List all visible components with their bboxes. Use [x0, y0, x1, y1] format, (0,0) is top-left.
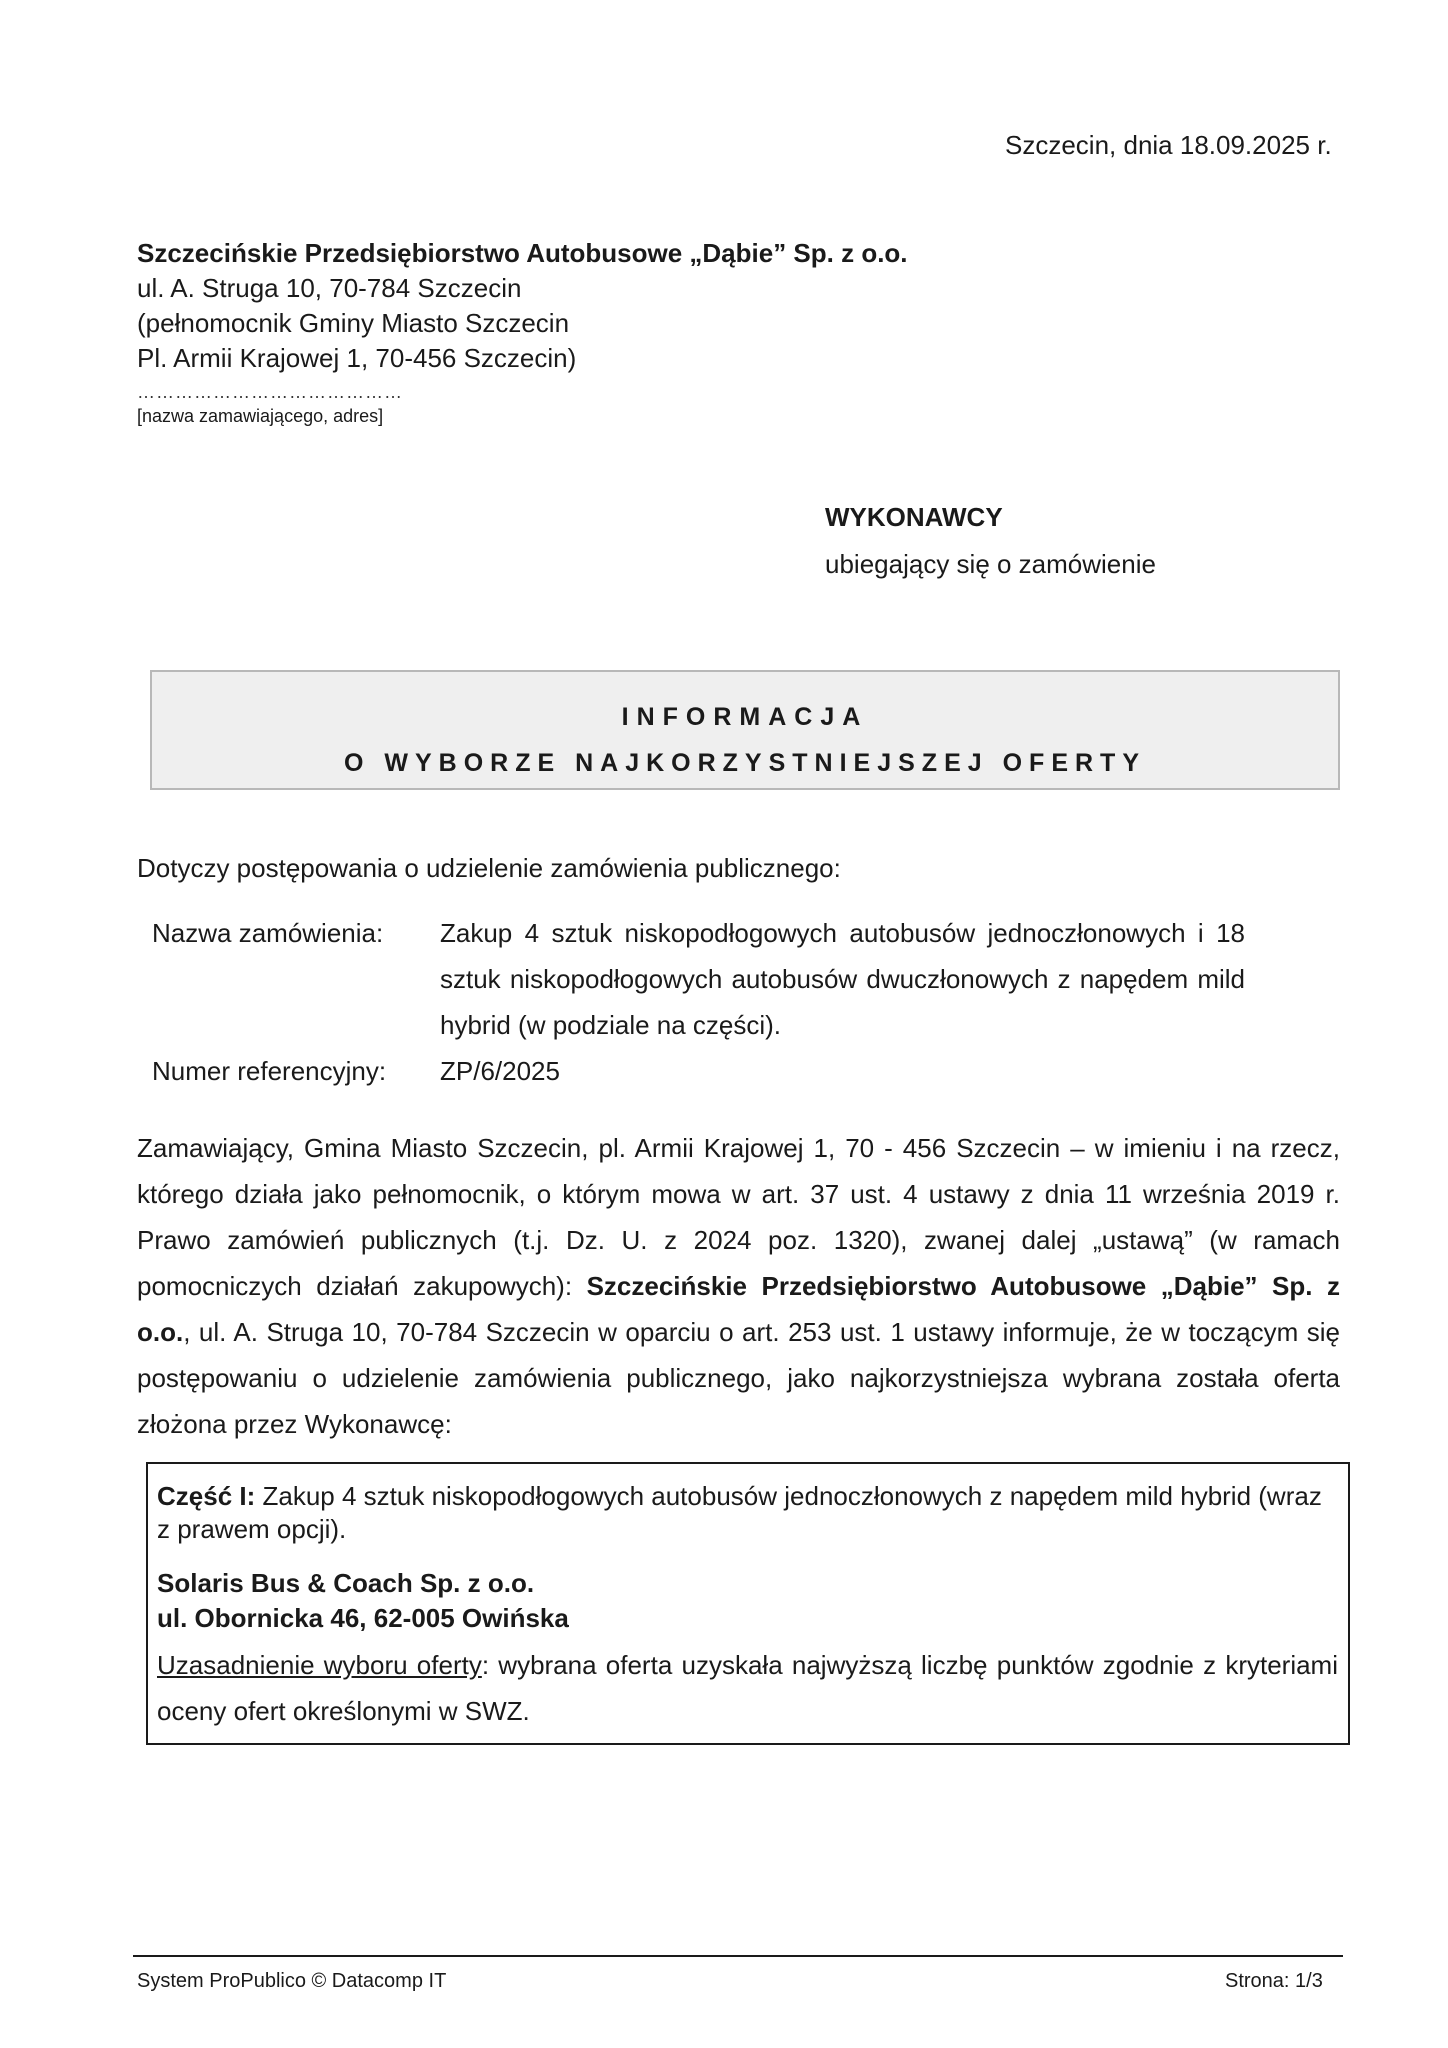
document-title: INFORMACJA: [621, 703, 869, 731]
justification-text: : wybrana oferta uzyskała najwyższą liczbę punktów zgodnie z kryteriami oceny ofert określonymi w SWZ.: [157, 1650, 1338, 1726]
document-title-box: [150, 670, 1340, 790]
authority-street: ul. A. Struga 10, 70-784 Szczecin: [137, 273, 522, 303]
recipients-block: [825, 502, 1156, 580]
order-name-label: Nazwa zamówienia:: [152, 918, 384, 948]
main-paragraph-text-2: , ul. A. Struga 10, 70-784 Szczecin w oparciu o art. 253 ust. 1 ustawy informuje, że w toczącym się postępowaniu o udzielenie zamówienia publicznego, jako najkorzystniejsza wybrana została oferta złożona przez Wykonawcę:: [137, 1317, 1340, 1439]
contracting-authority-address: [137, 236, 908, 376]
winning-contractor-address: ul. Obornicka 46, 62-005 Owińska: [157, 1603, 569, 1633]
address-caption: [nazwa zamawiającego, adres]: [137, 406, 384, 426]
footer-system-credit: System ProPublico © Datacomp IT: [137, 1970, 447, 1992]
document-subtitle: O WYBORZE NAJKORZYSTNIEJSZEJ OFERTY: [343, 749, 1146, 777]
recipients-subtitle: ubiegający się o zamówienie: [825, 549, 1156, 579]
selected-offer-box: [146, 1462, 1350, 1745]
part-text: Zakup 4 sztuk niskopodłogowych autobusów jednoczłonowych z napędem mild hybrid (wraz z prawem opcji).: [157, 1481, 1322, 1544]
order-name-value: Zakup 4 sztuk niskopodłogowych autobusów jednoczłonowych i 18 sztuk niskopodłogowych autobusów dwuczłonowych z napędem mild hybrid (w podziale na części).: [440, 918, 1245, 1040]
selection-justification: [157, 1642, 1338, 1734]
footer-page-number: Strona: 1/3: [1225, 1970, 1323, 1992]
footer-divider: [133, 1955, 1343, 1957]
order-name-row: [152, 910, 1245, 1048]
recipients-title: WYKONAWCY: [825, 502, 1003, 532]
part-label: Część I:: [157, 1481, 256, 1511]
document-date: Szczecin, dnia 18.09.2025 r.: [1005, 130, 1332, 160]
main-paragraph-text-1: Zamawiający, Gmina Miasto Szczecin, pl. Armii Krajowej 1, 70 - 456 Szczecin – w imieniu i na rzecz, którego działa jako pełnomocnik, o którym mowa w art. 37 ust. 4 ustawy z dnia 11 września 2019 r. Prawo zamówień publicznych (t.j. Dz. U. z 2024 poz. 1320), zwanej dalej „ustawą” (w ramach pomocniczych działań zakupowych):: [137, 1133, 1340, 1301]
justification-label: Uzasadnienie wyboru oferty: [157, 1650, 482, 1680]
main-paragraph: [137, 1125, 1340, 1447]
authority-proxy-line: (pełnomocnik Gminy Miasto Szczecin: [137, 308, 570, 338]
order-ref-row: [152, 1048, 1245, 1094]
authority-proxy-address: Pl. Armii Krajowej 1, 70-456 Szczecin): [137, 343, 577, 373]
address-dotted-line: ……………………………………: [137, 382, 403, 402]
part-description: [157, 1480, 1338, 1546]
order-ref-label: Numer referencyjny:: [152, 1056, 387, 1086]
order-ref-value: ZP/6/2025: [440, 1056, 560, 1086]
main-paragraph-company: Szczecińskie Przedsiębiorstwo Autobusowe „Dąbie” Sp. z o.o.: [137, 1271, 1340, 1347]
winning-contractor: [157, 1566, 1338, 1636]
order-details: [152, 910, 1245, 1094]
winning-contractor-name: Solaris Bus & Coach Sp. z o.o.: [157, 1568, 535, 1598]
concerns-line: Dotyczy postępowania o udzielenie zamówienia publicznego:: [137, 853, 841, 883]
authority-name: Szczecińskie Przedsiębiorstwo Autobusowe „Dąbie” Sp. z o.o.: [137, 238, 908, 268]
